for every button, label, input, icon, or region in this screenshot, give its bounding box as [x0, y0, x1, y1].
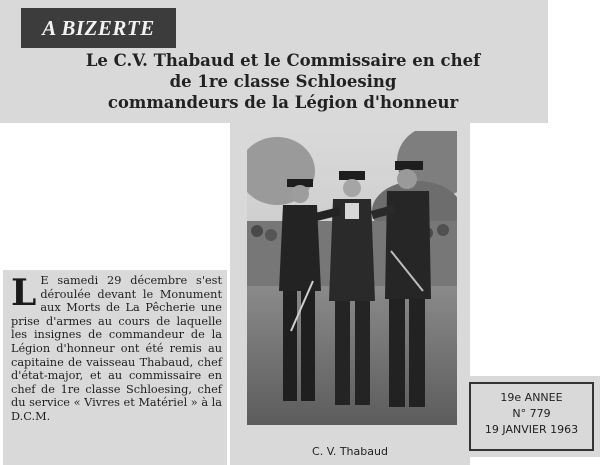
issue-box — [463, 376, 600, 457]
ceremony-photo — [247, 131, 457, 425]
issue-number: N° 779 — [512, 407, 551, 420]
article — [3, 270, 227, 465]
issue-date: 19 JANVIER 1963 — [484, 423, 579, 436]
issue-year: 19e ANNEE — [500, 391, 563, 404]
photo-caption: C. V. Thabaud — [312, 445, 388, 458]
drop-cap: L — [11, 272, 37, 314]
ceremony-photo-image — [247, 131, 457, 425]
headline-line-3: commandeurs de la Légion d'honneur — [107, 93, 459, 112]
article-body: E samedi 29 décembre s'est déroulée devant le Monument aux Morts de La Pêcherie une prise d'armes au cours de laquelle les insignes de commandeur de la Légion d'honneur ont été remis au capitaine de vaisseau Thabaud, chef d'état-major, et au commissaire en chef de 1re classe Schloesing, chef du service « Vivres et Matériel » à la D.C.M. — [11, 274, 222, 423]
headline-line-1: Le C.V. Thabaud et le Commissaire en chef — [85, 51, 481, 70]
issue-box-frame — [469, 382, 594, 451]
headline-line-2: de 1re classe Schloesing — [169, 72, 397, 91]
article-text — [11, 274, 222, 424]
header-panel — [0, 0, 548, 123]
headline — [20, 50, 546, 113]
section-tag: A BIZERTE — [21, 8, 176, 48]
